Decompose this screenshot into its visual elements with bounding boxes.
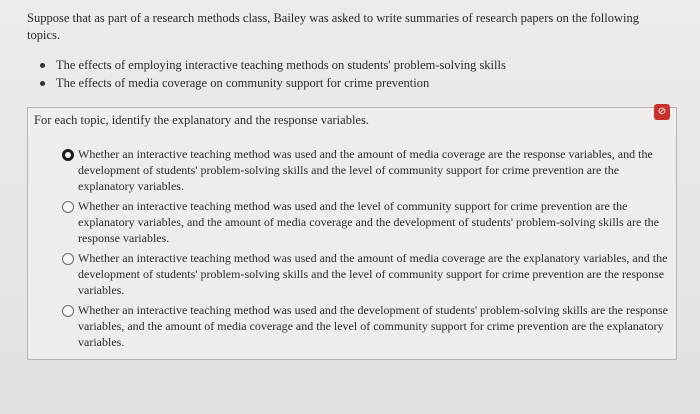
answer-option-4-text: Whether an interactive teaching method was used and the development of students' problem-solving skills are the response variables, and the amount of media coverage and the level of community support for crime prevention are the explanatory variables. (78, 303, 668, 349)
answer-option-4[interactable] (60, 302, 670, 350)
answer-option-1[interactable] (60, 146, 670, 194)
answer-options (27, 133, 677, 360)
answer-option-3-text: Whether an interactive teaching method was used and the amount of media coverage are the explanatory variables, and the development of students' problem-solving skills and the level of community support for crime prevention are the response variables. (78, 251, 668, 297)
question-header (27, 107, 677, 134)
question-prompt: For each topic, identify the explanatory and the response variables. (34, 113, 369, 127)
incorrect-icon: ⊘ (654, 104, 670, 120)
answer-option-2[interactable] (60, 198, 670, 246)
intro-text: Suppose that as part of a research methods class, Bailey was asked to write summaries of research papers on the following topics. (27, 11, 639, 42)
topic-item-teaching: The effects of employing interactive teaching methods on students' problem-solving skills (38, 56, 506, 74)
answer-option-2-text: Whether an interactive teaching method was used and the level of community support for crime prevention are the explanatory variables, and the amount of media coverage and the development of students' problem-solving skills are the response variables. (78, 199, 659, 245)
topics-list (38, 56, 506, 92)
answer-option-3[interactable] (60, 250, 670, 298)
topic-item-media: The effects of media coverage on community support for crime prevention (38, 74, 506, 92)
answer-option-1-text: Whether an interactive teaching method was used and the amount of media coverage are the response variables, and the development of students' problem-solving skills and the level of community support for crime prevention are the explanatory variables. (78, 147, 653, 193)
